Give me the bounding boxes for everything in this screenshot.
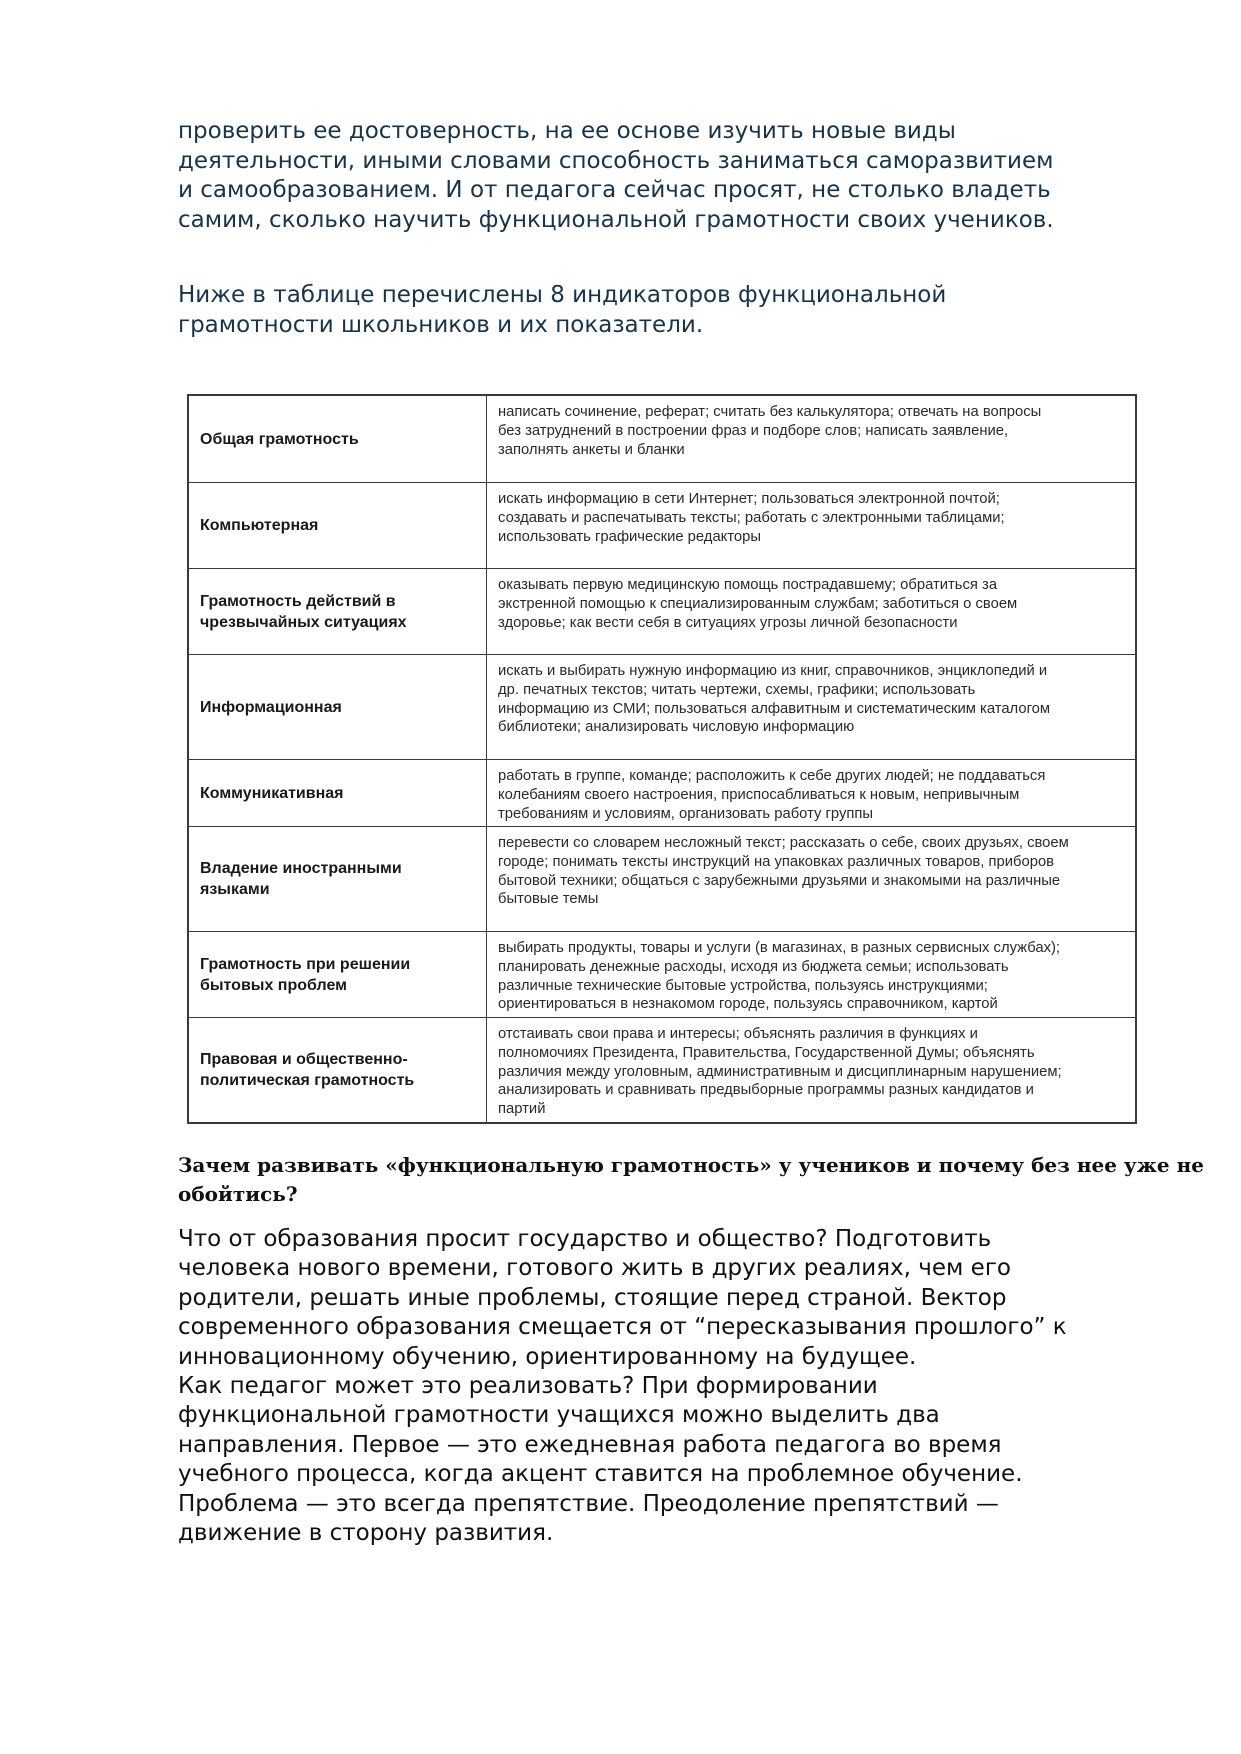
table-row (189, 482, 1135, 568)
table-row (189, 654, 1135, 759)
section-heading (178, 1151, 1204, 1209)
indicator-label: чрезвычайных ситуациях (200, 613, 407, 631)
description-text: работать в группе, команде; расположить к себе других людей; не поддаваться (498, 768, 1046, 784)
description-text: различия между уголовным, административным и дисциплинарным нарушением; (498, 1063, 1062, 1080)
description-cell (487, 932, 1135, 1017)
description-cell (487, 569, 1135, 654)
description-text: создавать и распечатывать тексты; работать с электронными таблицами; (498, 509, 1005, 526)
intro-paragraph (178, 117, 1158, 235)
indicator-cell (189, 483, 487, 568)
table-row (189, 826, 1135, 931)
description-text: экстренной помощью к специализированным службам; заботиться о своем (498, 595, 1018, 612)
description-text: искать и выбирать нужную информацию из книг, справочников, энциклопедий и (498, 663, 1048, 679)
description-text: партий (498, 1101, 546, 1118)
indicator-cell (189, 760, 487, 826)
text-line: современного образования смещается от “пересказывания прошлого” к (178, 1314, 1067, 1341)
indicator-label: Владение иностранными (200, 860, 402, 877)
indicator-cell (189, 396, 487, 482)
text-line: направления. Первое — это ежедневная работа педагога во время (178, 1431, 1002, 1458)
description-cell (487, 483, 1135, 568)
indicator-cell (189, 569, 487, 654)
text-line: деятельности, иными словами способность заниматься саморазвитием (178, 147, 1054, 174)
table-row (189, 931, 1135, 1017)
indicator-label: Информационная (200, 698, 342, 716)
indicator-table (187, 394, 1137, 1124)
description-cell (487, 827, 1135, 931)
text-line: Как педагог может это реализовать? При формировании (178, 1373, 878, 1400)
text-line: учебного процесса, когда акцент ставится на проблемное обучение. (178, 1461, 1023, 1488)
text-line: Проблема — это всегда препятствие. Преодоление препятствий — (178, 1490, 999, 1517)
heading-line: обойтись? (178, 1182, 298, 1206)
indicator-label: Коммуникативная (200, 784, 344, 802)
indicator-label: политическая грамотность (200, 1072, 415, 1089)
text-line: проверить ее достоверность, на ее основе изучить новые виды (178, 118, 956, 144)
description-text: здоровье; как вести себя в ситуациях угрозы личной безопасности (498, 614, 958, 631)
indicator-label: Грамотность при решении (200, 955, 411, 973)
description-cell (487, 396, 1135, 482)
indicator-label: Общая грамотность (200, 430, 359, 448)
indicator-label: Компьютерная (200, 517, 319, 534)
table-row (189, 396, 1135, 482)
table-row (189, 1017, 1135, 1122)
indicator-cell (189, 932, 487, 1017)
body-paragraph (178, 1225, 1168, 1548)
table-intro-paragraph (178, 281, 1158, 340)
description-text: требованиям и условиям, организовать работу группы (498, 805, 874, 822)
description-text: использовать графические редакторы (498, 528, 762, 545)
description-text: информацию из СМИ; пользоваться алфавитным и систематическим каталогом (498, 700, 1051, 717)
description-text: библиотеки; анализировать числовую информацию (498, 719, 855, 736)
description-text: оказывать первую медицинскую помощь пострадавшему; обратиться за (498, 577, 998, 593)
text-line: грамотности школьников и их показатели. (178, 311, 704, 338)
text-line: функциональной грамотности учащихся можно выделить два (178, 1402, 940, 1429)
description-text: отстаивать свои права и интересы; объяснять различия в функциях и (498, 1026, 978, 1042)
indicator-label: бытовых проблем (200, 976, 347, 994)
description-text: бытовой техники; общаться с зарубежными друзьями и знакомыми на различные (498, 872, 1061, 889)
indicator-cell (189, 1018, 487, 1122)
indicator-cell (189, 827, 487, 931)
description-text: бытовые темы (498, 891, 599, 908)
description-text: без затруднений в построении фраз и подборе слов; написать заявление, (498, 422, 1009, 439)
description-text: полномочиях Президента, Правительства, Государственной Думы; объяснять (498, 1044, 1035, 1061)
description-text: колебаниям своего настроения, приспосабливаться к новым, непривычным (498, 786, 1020, 803)
indicator-label: языками (200, 881, 270, 898)
table-row (189, 568, 1135, 654)
table-row (189, 759, 1135, 826)
description-text: планировать денежные расходы, исходя из бюджета семьи; использовать (498, 958, 1009, 975)
text-line: Ниже в таблице перечислены 8 индикаторов функциональной (178, 282, 947, 308)
description-text: выбирать продукты, товары и услуги (в магазинах, в разных сервисных службах); (498, 940, 1061, 956)
description-text: др. печатных текстов; читать чертежи, схемы, графики; использовать (498, 681, 976, 698)
text-line: движение в сторону развития. (178, 1520, 554, 1547)
description-text: городе; понимать тексты инструкций на упаковках различных товаров, приборов (498, 853, 1055, 870)
text-line: родители, решать иные проблемы, стоящие перед страной. Вектор (178, 1284, 1007, 1311)
text-line: самим, сколько научить функциональной грамотности своих учеников. (178, 206, 1054, 233)
indicator-label: Грамотность действий в (200, 592, 396, 610)
description-text: написать сочинение, реферат; считать без калькулятора; отвечать на вопросы (498, 404, 1042, 420)
description-text: искать информацию в сети Интернет; пользоваться электронной почтой; (498, 491, 1000, 507)
description-text: различные технические бытовые устройства, пользуясь инструкциями; (498, 977, 988, 994)
description-cell (487, 760, 1135, 826)
description-text: ориентироваться в незнакомом городе, пользуясь справочником, картой (498, 996, 998, 1013)
description-text: перевести со словарем несложный текст; рассказать о себе, своих друзьях, своем (498, 835, 1069, 851)
description-text: анализировать и сравнивать предвыборные программы разных кандидатов и (498, 1082, 1034, 1099)
indicator-cell (189, 655, 487, 759)
description-cell (487, 655, 1135, 759)
indicator-label: Правовая и общественно- (200, 1051, 408, 1068)
description-text: заполнять анкеты и бланки (498, 441, 685, 458)
text-line: и самообразованием. И от педагога сейчас просят, не столько владеть (178, 177, 1051, 203)
heading-line: Зачем развивать «функциональную грамотность» у учеников и почему без нее уже не (178, 1153, 1204, 1177)
text-line: Что от образования просит государство и общество? Подготовить (178, 1226, 992, 1252)
text-line: инновационному обучению, ориентированному на будущее. (178, 1343, 917, 1370)
text-line: человека нового времени, готового жить в других реалиях, чем его (178, 1255, 1011, 1282)
description-cell (487, 1018, 1135, 1122)
